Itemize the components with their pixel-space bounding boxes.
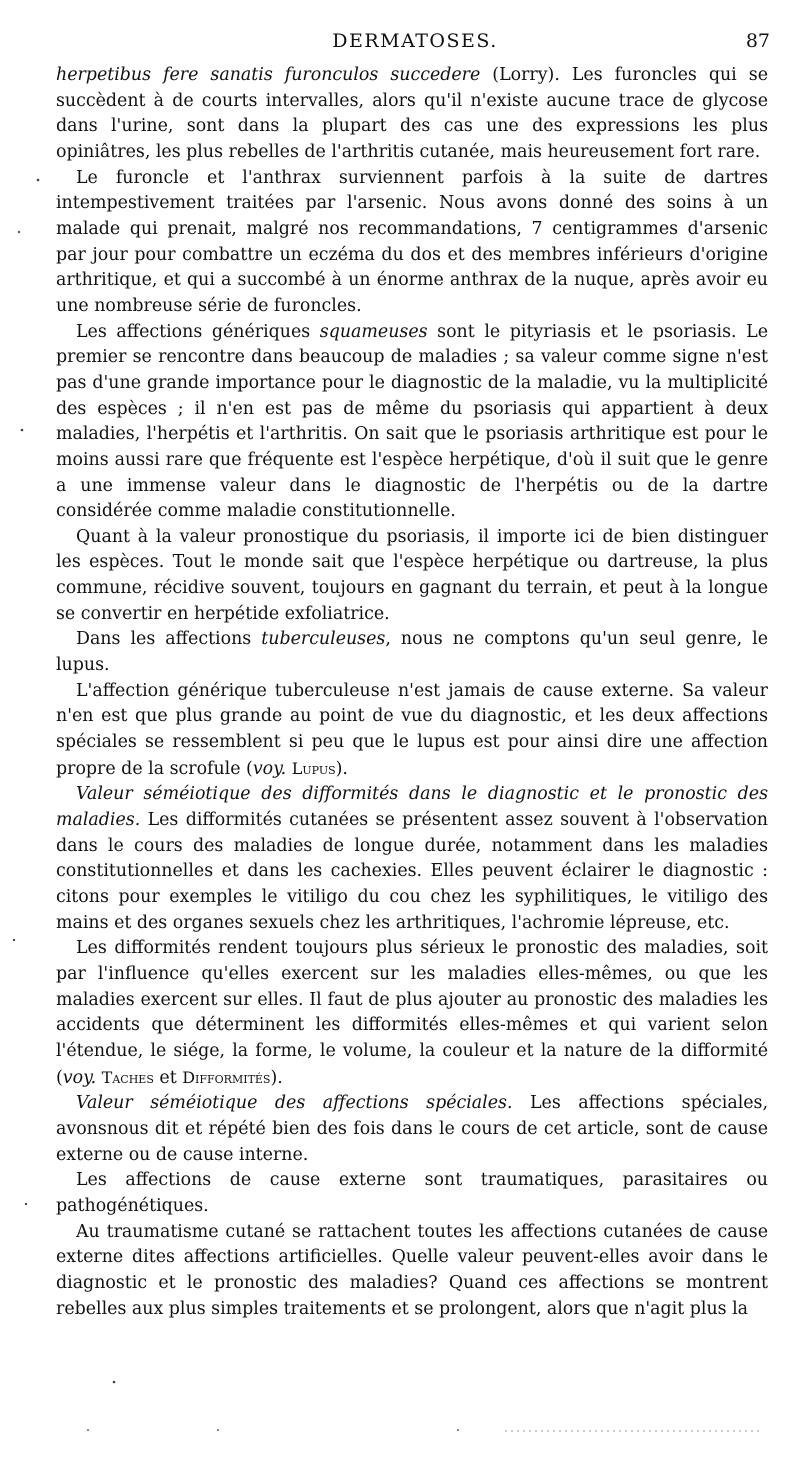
- paragraph: [56, 1168, 768, 1219]
- text-run: sont le pityriasis et le psoriasis. Le premier se rencontre dans beaucoup de maladies ; sa valeur comme signe n'est pas d'une grande importance pour le diagnostic de la maladie, vu la multiplicité des espèces ; il n'en est pas de même du psoriasis qui appartient à deux maladies, l'herpétis et l'arthritis. On sait que le psoriasis arthritique est pour le moins aussi rare que fréquente est l'espèce herpétique, d'où il suit que le genre a une immense valeur dans le diagnostic de l'herpétis ou de la dartre considérée comme maladie constitutionnelle.: [56, 321, 768, 522]
- paragraph: [56, 936, 768, 1091]
- italic-text: Valeur séméiotique des difformités dans le diagnostic et le pronostic des maladies.: [56, 784, 768, 831]
- running-head: [60, 30, 770, 58]
- text-run: Le furoncle et l'anthrax surviennent parfois à la suite de dartres intempestivement traitées par l'arsenic. Nous avons donné des soins à un malade qui prenait, malgré nos recommandations, 7 centigrammes d'arsenic par jour pour combattre un eczéma du dos et des membres inférieurs d'origine arthritique, et qui a succombé à un énorme anthrax de la nuque, après avoir eu une nombreuse série de furoncles.: [56, 167, 768, 316]
- text-run: Les affections spéciales, avonsnous dit et répété bien des fois dans le cours de cet article, sont de cause externe ou de cause interne.: [56, 1093, 768, 1165]
- text-run: et: [153, 1067, 183, 1088]
- small-caps-text: Taches: [101, 1067, 154, 1087]
- paragraph: [56, 1220, 768, 1323]
- italic-text: herpetibus fere sanatis furonculos succedere: [56, 65, 481, 85]
- paragraph: [56, 63, 768, 166]
- running-title: DERMATOSES.: [332, 30, 498, 52]
- paragraph: [56, 525, 768, 628]
- text-run: Les affections de cause externe sont traumatiques, parasitaires ou pathogénétiques.: [56, 1170, 768, 1216]
- small-caps-text: Lupus: [291, 758, 336, 778]
- scan-speck: [13, 939, 15, 941]
- italic-text: squameuses: [319, 321, 428, 342]
- text-run: L'affection générique tuberculeuse n'est jamais de cause externe. Sa valeur n'en est que plus grande au point de vue du diagnostic, et les deux affections spéciales se ressemblent si peu que le lupus est pour ainsi dire une affection propre de la scrofule (: [56, 680, 768, 779]
- paragraph: [56, 679, 768, 783]
- body-text: [56, 63, 768, 1322]
- text-run: ).: [335, 758, 348, 779]
- italic-text: Valeur séméiotique des affections spéciales.: [76, 1093, 513, 1114]
- paragraph: [56, 627, 768, 678]
- scan-speck: [37, 179, 40, 182]
- scan-speck: [25, 1203, 27, 1205]
- paragraph: [56, 782, 768, 936]
- text-run: Quant à la valeur pronostique du psoriasis, il importe ici de bien distinguer les espèces. Tout le monde sait que l'espèce herpétique ou dartreuse, la plus commune, récidive souvent, toujours en gagnant du terrain, et peut à la longue se convertir en herpétide exfoliatrice.: [56, 526, 768, 624]
- scan-speck: [217, 1429, 219, 1431]
- text-run: , nous ne comptons qu'un seul genre, le lupus.: [56, 629, 769, 676]
- text-run: Dans les affections: [76, 629, 262, 650]
- scan-speck: [457, 1429, 459, 1431]
- scan-speck: [21, 429, 24, 432]
- italic-text: voy.: [252, 758, 287, 779]
- paragraph: [56, 320, 768, 525]
- paragraph: [56, 166, 768, 320]
- text-run: (Lorry). Les furoncles qui se succèdent à de courts intervalles, alors qu'il n'existe aucune trace de glycose dans l'urine, sont dans la plupart des cas une des expressions les plus opiniâtres, les plus rebelles de l'arthritis cutanée, mais heureusement fort rare.: [56, 65, 768, 162]
- paragraph: [56, 1091, 768, 1168]
- italic-text: voy.: [62, 1067, 97, 1088]
- text-run: Au traumatisme cutané se rattachent toutes les affections cutanées de cause externe dites affections artificielles. Quelle valeur peuvent-elles avoir dans le diagnostic et le pronostic des maladies? Quand ces affections se montrent rebelles aux plus simples traitements et se prolongent, alors que n'agit plus la: [56, 1221, 768, 1319]
- text-run: Les difformités cutanées se présentent assez souvent à l'observation dans le cours des maladies de longue durée, notamment dans les maladies constitutionnelles et dans les cachexies. Elles peuvent éclairer le diagnostic : citons pour exemples le vitiligo du cou chez les syphilitiques, le vitiligo des mains et des organes sexuels chez les arthritiques, l'achromie lépreuse, etc.: [56, 810, 768, 933]
- text-run: Les difformités rendent toujours plus sérieux le pronostic des maladies, soit par l'influence qu'elles exercent sur les maladies elles-mêmes, ou que les maladies exercent sur elles. Il faut de plus ajouter au pronostic des maladies les accidents que déterminent les difformités elles-mêmes et qui varient selon l'étendue, le siége, la forme, le volume, la couleur et la nature de la difformité (: [56, 938, 768, 1088]
- scan-speck: [18, 231, 20, 233]
- scan-speck: [87, 1429, 89, 1431]
- small-caps-text: Difformités: [182, 1067, 271, 1087]
- scan-speck: [113, 1381, 116, 1384]
- text-run: Les affections génériques: [76, 321, 320, 342]
- text-run: ).: [270, 1067, 283, 1088]
- page-number: 87: [745, 30, 770, 52]
- italic-text: tuberculeuses: [261, 629, 386, 650]
